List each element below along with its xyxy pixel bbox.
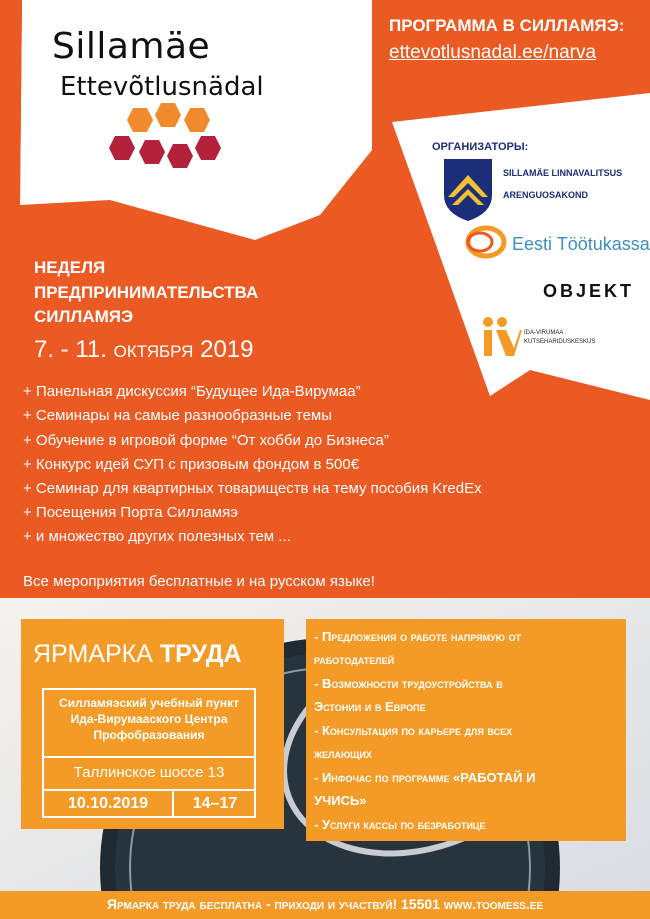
dates-year: 2019	[200, 336, 254, 363]
event-dates	[34, 336, 253, 364]
free-events-note: Все мероприятия бесплатные и на русском языке!	[23, 573, 375, 590]
job-fair-title	[33, 640, 242, 669]
benefit-line: УЧИСЬ»	[314, 793, 367, 808]
organizers-title: ОРГАНИЗАТОРЫ:	[432, 141, 529, 153]
venue-address: Таллинское шоссе 13	[73, 764, 225, 781]
tootukassa-logo-icon	[458, 222, 508, 262]
benefit-line: - Инфочас по программе «РАБОТАЙ И	[314, 770, 536, 785]
logo-hexagons-icon	[95, 100, 245, 180]
coat-of-arms-icon	[442, 157, 494, 223]
event-item: + и множество других полезных тем ...	[23, 528, 291, 545]
benefit-line: Эстонии и в Европе	[314, 699, 426, 714]
headline-line2: ПРЕДПРИНИМАТЕЛЬСТВА	[34, 283, 259, 302]
organizer-iv-line1: IDA-VIRUMAA	[524, 330, 564, 336]
venue-line2: Ида-Вирумааского Центра	[70, 712, 228, 726]
benefit-line: желающих	[314, 746, 372, 761]
event-item: + Посещения Порта Силламяэ	[23, 504, 238, 521]
headline-line1: НЕДЕЛЯ	[34, 258, 106, 277]
logo-title-sillamae: Sillamäe	[52, 26, 211, 67]
benefit-line: - Предложения о работе напрямую от	[314, 629, 522, 644]
headline-line3: СИЛЛАМЯЭ	[34, 307, 134, 326]
benefit-line: - Услуги кассы по безработице	[314, 817, 486, 832]
organizer-development-department: ARENGUOSAKOND	[503, 190, 589, 200]
event-item: + Семинар для квартирных товариществ на тему пособия KredEx	[23, 480, 482, 497]
footer-text: Ярмарка труда бесплатна - приходи и участвуй! 15501 www.toomess.ee	[106, 896, 544, 912]
event-item: + Конкурс идей СУП с призовым фондом в 500€	[23, 456, 360, 473]
organizer-objekt: OBJEKT	[543, 281, 635, 301]
benefit-line: работодателей	[314, 652, 395, 667]
venue-line1: Силламяэский учебный пункт	[59, 696, 239, 710]
ida-virumaa-logo-icon	[476, 314, 522, 360]
event-item: + Семинары на самые разнообразные темы	[23, 407, 333, 424]
event-item: + Обучение в игровой форме “От хобби до Бизнеса”	[23, 432, 389, 449]
venue-line3: Профобразования	[93, 728, 205, 742]
venue-divider	[42, 756, 256, 758]
organizer-tootukassa: Eesti Töötukassa	[512, 234, 650, 254]
fair-time: 14–17	[192, 795, 238, 812]
logo-subtitle: Ettevõtlusnädal	[60, 72, 264, 102]
venue-divider	[42, 789, 256, 791]
event-item: + Панельная дискуссия “Будущее Ида-Вирумаа”	[23, 383, 361, 400]
program-title: ПРОГРАММА В СИЛЛАМЯЭ:	[389, 16, 625, 35]
organizer-iv-line2: KUTSEHARIDUSKESKUS	[524, 339, 596, 345]
dates-start: 7. - 11.	[34, 336, 107, 363]
organizer-city-government: SILLAMÄE LINNAVALITSUS	[503, 168, 623, 178]
dates-month: ОКТЯБРЯ	[113, 342, 194, 361]
job-fair-title-bold: ТРУДА	[159, 640, 242, 668]
job-fair-title-light: ЯРМАРКА	[33, 640, 153, 668]
benefit-line: - Возможности трудоустройства в	[314, 676, 503, 691]
fair-date: 10.10.2019	[67, 795, 149, 812]
program-link[interactable]: ettevotlusnadal.ee/narva	[389, 42, 597, 63]
benefit-line: - Консультация по карьере для всех	[314, 723, 513, 738]
